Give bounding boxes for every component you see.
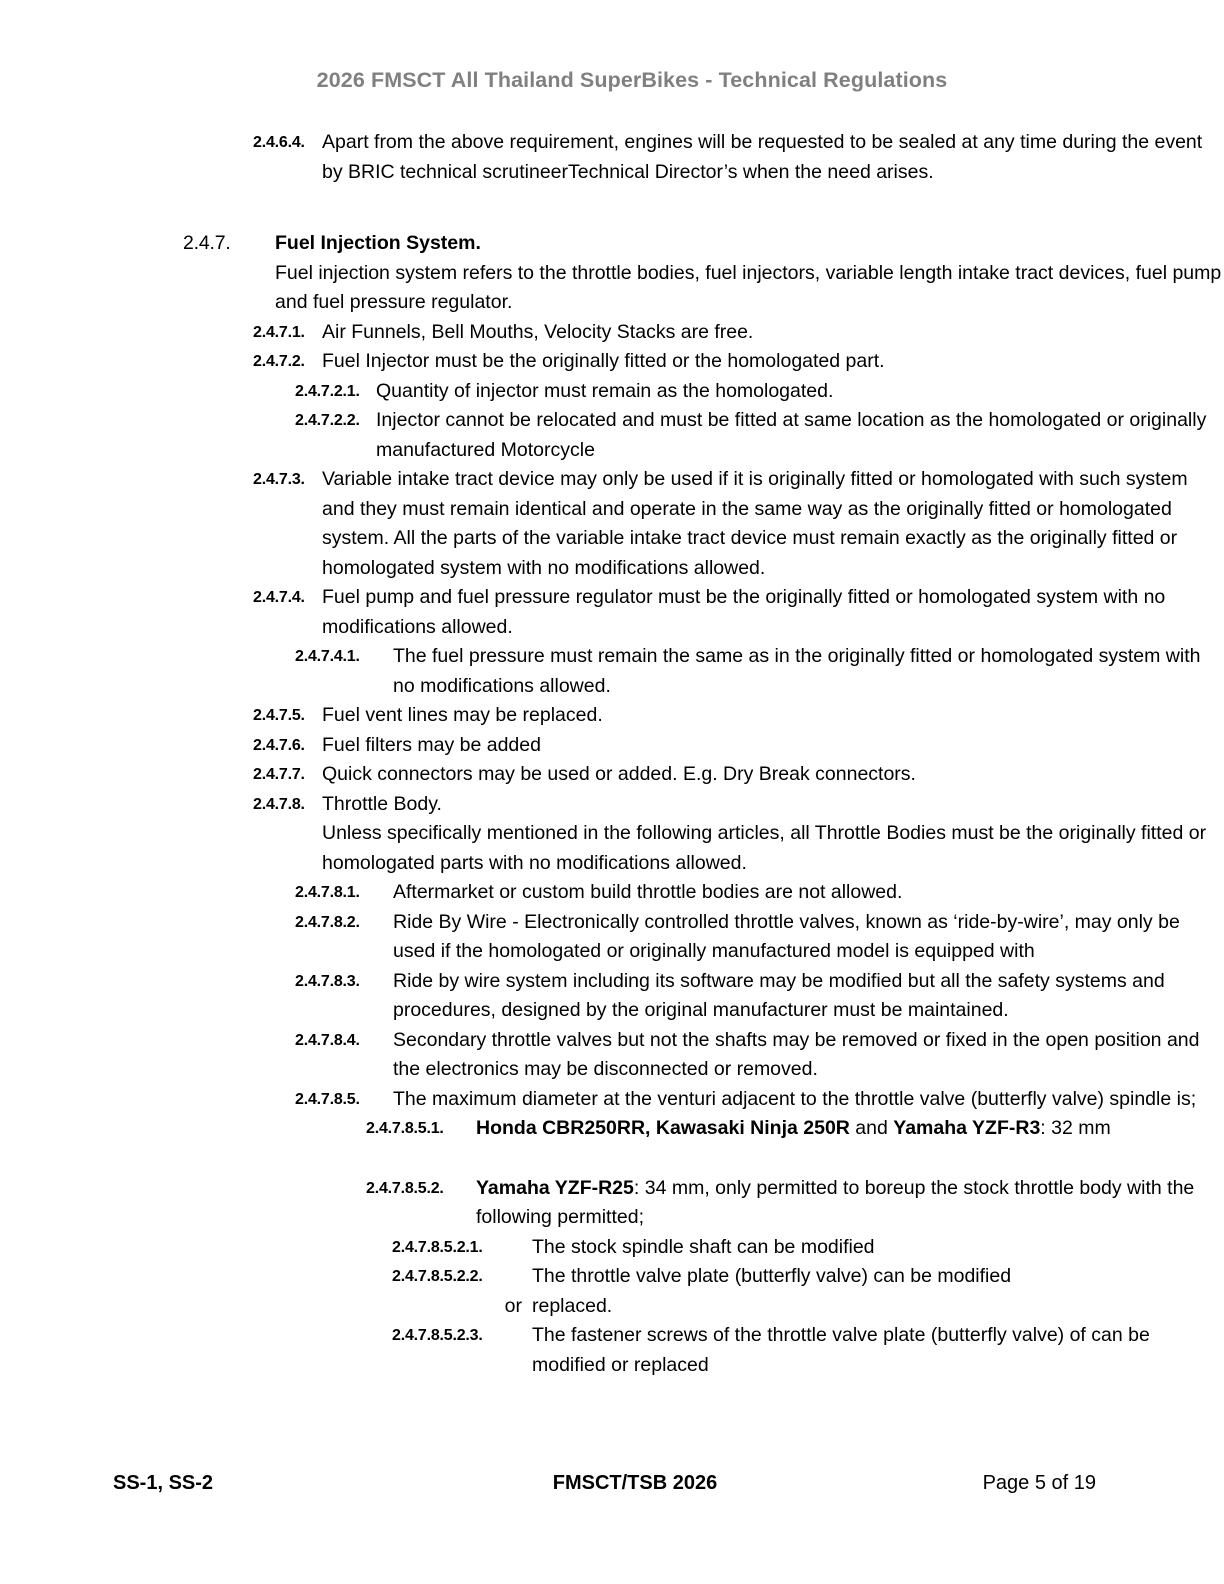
clause-text: Ride by wire system including its software may be modified but all the safety systems and procedures, designed by the original manufacturer must be maintained. bbox=[393, 969, 1165, 1021]
clause-number: 2.4.7.5. bbox=[253, 707, 305, 724]
clause-number: 2.4.7.2. bbox=[253, 353, 305, 370]
clause-number: 2.4.7.3. bbox=[253, 471, 305, 488]
clause-2-4-7-6 bbox=[0, 731, 1224, 761]
clause-2-4-7-4 bbox=[0, 583, 1224, 642]
page-footer bbox=[0, 1472, 1224, 1500]
footer-class-codes: SS-1, SS-2 bbox=[113, 1472, 214, 1494]
measurement-value: : 32 mm bbox=[1040, 1117, 1111, 1139]
clause-2-4-7-8-body: Unless specifically mentioned in the following articles, all Throttle Bodies must be the originally fitted or homologated parts with no modifications allowed. bbox=[322, 822, 1207, 874]
clause-text: Throttle Body. bbox=[322, 792, 442, 815]
clause-2-4-7-2-1 bbox=[0, 377, 1224, 407]
page-header: 2026 FMSCT All Thailand SuperBikes - Technical Regulations bbox=[316, 68, 948, 92]
clause-2-4-7-8-5-2-2 bbox=[0, 1262, 1224, 1292]
clause-text: Fuel filters may be added bbox=[322, 733, 541, 756]
clause-number: 2.4.7.8.4. bbox=[295, 1031, 360, 1049]
clause-number: 2.4.7.2.1. bbox=[295, 382, 360, 400]
clause-text: Secondary throttle valves but not the shafts may be removed or fixed in the open position and the electronics may be disconnected or removed. bbox=[393, 1028, 1200, 1080]
clause-2-4-7-8-5-2-2-continuation bbox=[0, 1292, 1224, 1322]
clause-number: 2.4.7.8.5.2.3. bbox=[392, 1327, 483, 1344]
clause-number: 2.4.7.4. bbox=[253, 589, 305, 606]
model-names-secondary: Yamaha YZF-R3 bbox=[893, 1117, 1041, 1139]
clause-text: The maximum diameter at the venturi adjacent to the throttle valve (butterfly valve) spindle is; bbox=[393, 1087, 1197, 1110]
clause-2-4-7-5 bbox=[0, 701, 1224, 731]
clause-number: 2.4.7.8.5. bbox=[295, 1090, 360, 1108]
clause-number: 2.4.7.8.2. bbox=[295, 913, 360, 931]
clause-text: Quantity of injector must remain as the homologated. bbox=[376, 379, 834, 402]
clause-number: 2.4.6.4. bbox=[253, 134, 305, 151]
clause-text bbox=[476, 1114, 1224, 1144]
clause-number: 2.4.7. bbox=[183, 232, 231, 254]
clause-text: Ride By Wire - Electronically controlled throttle valves, known as ‘ride-by-wire’, may only be used if the homologated or originally manufactured model is equipped with bbox=[393, 910, 1180, 962]
clause-title: Fuel Injection System. bbox=[275, 232, 481, 254]
clause-text: Injector cannot be relocated and must be fitted at same location as the homologated or originally manufactured Motorcycle bbox=[376, 409, 1207, 461]
conjunction: and bbox=[849, 1117, 894, 1139]
clause-2-4-7-2-2 bbox=[0, 406, 1224, 465]
clause-text: Quick connectors may be used or added. E.g. Dry Break connectors. bbox=[322, 763, 916, 785]
clause-text: The stock spindle shaft can be modified bbox=[532, 1235, 875, 1258]
clause-number: 2.4.7.4.1. bbox=[295, 648, 360, 665]
clause-text: Fuel vent lines may be replaced. bbox=[322, 704, 603, 726]
clause-text: Variable intake tract device may only be used if it is originally fitted or homologated with such system and they must remain identical and operate in the same way as the originally fitted or homologated system. All the parts of the variable intake tract device must remain exactly as the originally fitted or homologated system with no modifications allowed. bbox=[322, 468, 1188, 579]
model-names-primary: Honda CBR250RR, Kawasaki Ninja 250R bbox=[476, 1117, 850, 1139]
clause-text: Fuel Injector must be the originally fitted or the homologated part. bbox=[322, 350, 885, 372]
clause-2-4-7-1 bbox=[0, 318, 1224, 348]
clause-2-4-7-4-1 bbox=[0, 642, 1224, 701]
clause-number: 2.4.7.8.1. bbox=[295, 884, 360, 901]
clause-number: 2.4.7.8. bbox=[253, 795, 305, 813]
clause-2-4-7-body: Fuel injection system refers to the throttle bodies, fuel injectors, variable length intake tract devices, fuel pump and fuel pressure regulator. bbox=[275, 261, 1222, 313]
clause-text: Apart from the above requirement, engines will be requested to be sealed at any time during the event by BRIC technical scrutineerTechnical Director’s when the need arises. bbox=[322, 131, 1203, 183]
clause-text-continuation: replaced. bbox=[532, 1294, 613, 1317]
clause-text: The throttle valve plate (butterfly valve) can be modified bbox=[532, 1265, 1012, 1287]
model-name: Yamaha YZF-R25 bbox=[476, 1176, 634, 1199]
footer-page-number: Page 5 of 19 bbox=[982, 1472, 1096, 1494]
clause-text: Air Funnels, Bell Mouths, Velocity Stacks are free. bbox=[322, 320, 754, 343]
clause-2-4-7-8-3 bbox=[0, 967, 1224, 1026]
clause-2-4-7-8-5-2 bbox=[0, 1174, 1224, 1233]
clause-2-4-7-8-5 bbox=[0, 1085, 1224, 1115]
clause-number: 2.4.7.7. bbox=[253, 766, 305, 783]
clause-2-4-7-8-1 bbox=[0, 878, 1224, 908]
clause-number: 2.4.7.8.5.2.1. bbox=[392, 1238, 483, 1256]
document-body bbox=[0, 128, 1224, 1380]
clause-2-4-7-7 bbox=[0, 760, 1224, 790]
clause-2-4-7-3 bbox=[0, 465, 1224, 583]
clause-2-4-7-8-5-1 bbox=[0, 1114, 1224, 1144]
clause-number: 2.4.7.6. bbox=[253, 736, 305, 754]
clause-number: 2.4.7.8.5.1. bbox=[366, 1120, 444, 1137]
clause-2-4-7-8-2 bbox=[0, 908, 1224, 967]
measurement-value: : 34 mm, only permitted to boreup the stock throttle body with the following permitted; bbox=[476, 1176, 1195, 1228]
clause-text: The fuel pressure must remain the same as in the originally fitted or homologated system with no modifications allowed. bbox=[393, 645, 1201, 697]
clause-text bbox=[476, 1174, 1224, 1233]
footer-document-code: FMSCT/TSB 2026 bbox=[552, 1472, 718, 1494]
clause-number: 2.4.7.1. bbox=[253, 323, 305, 341]
clause-2-4-6-4 bbox=[0, 128, 1224, 187]
clause-text: Aftermarket or custom build throttle bodies are not allowed. bbox=[393, 881, 903, 903]
clause-number: 2.4.7.8.3. bbox=[295, 972, 360, 990]
clause-2-4-7-8 bbox=[0, 790, 1224, 820]
vertical-spacer bbox=[0, 187, 1224, 229]
clause-number: 2.4.7.8.5.2. bbox=[366, 1179, 444, 1197]
clause-2-4-7-8-4 bbox=[0, 1026, 1224, 1085]
clause-text: Fuel pump and fuel pressure regulator must be the originally fitted or homologated system with no modifications allowed. bbox=[322, 586, 1166, 638]
vertical-spacer bbox=[0, 1144, 1224, 1174]
clause-number: 2.4.7.8.5.2.2. bbox=[392, 1268, 483, 1285]
or-label: or bbox=[504, 1294, 522, 1317]
clause-2-4-7-2 bbox=[0, 347, 1224, 377]
clause-number: 2.4.7.2.2. bbox=[295, 412, 360, 429]
clause-2-4-7-8-5-2-3 bbox=[0, 1321, 1224, 1380]
clause-2-4-7-8-5-2-1 bbox=[0, 1233, 1224, 1263]
clause-2-4-7 bbox=[0, 229, 1224, 259]
clause-text: The fastener screws of the throttle valve plate (butterfly valve) of can be modified or replaced bbox=[532, 1324, 1150, 1376]
